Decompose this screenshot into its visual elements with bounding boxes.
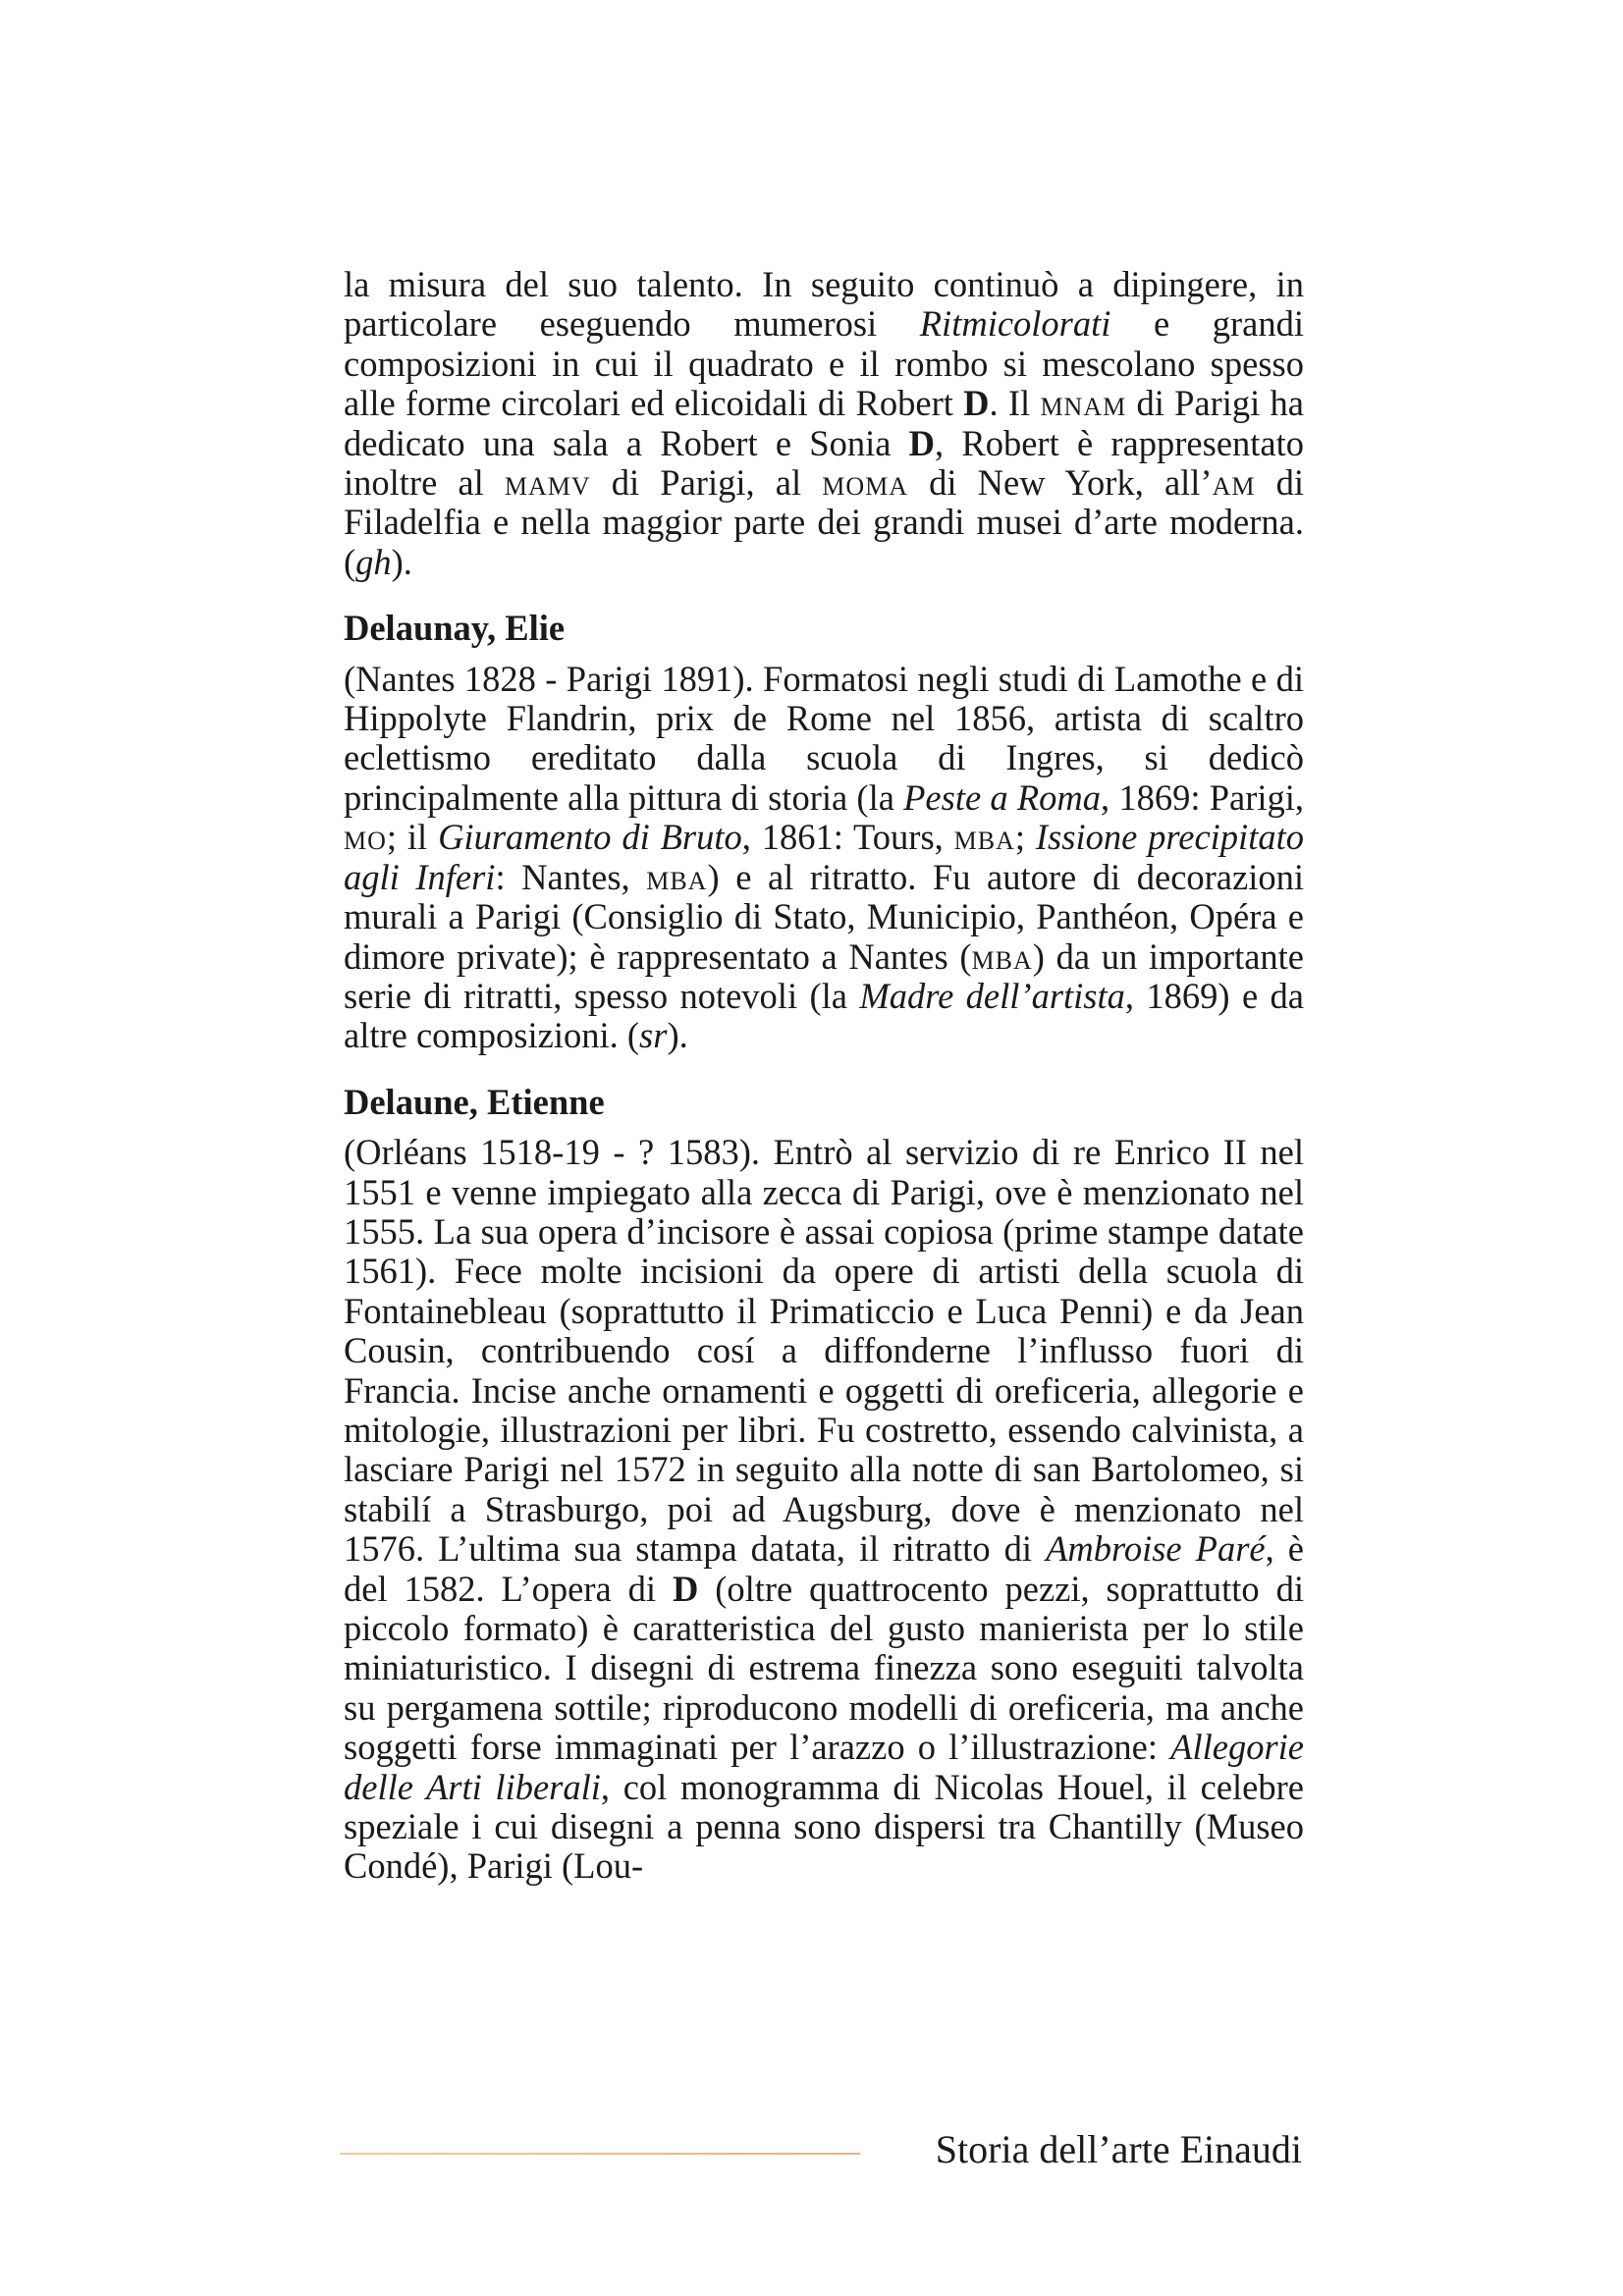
- entry-text-delaune-etienne: (Orléans 1518-19 - ? 1583). Entrò al servizio di re Enrico II nel 1551 e venne impiegato alla zecca di Parigi, ove è menzionato nel 1555. La sua opera d’incisore è assai copiosa (prime stampe datate 1561). Fece molte incisioni da opere di artisti della scuola di Fontainebleau (soprattutto il Primaticcio e Luca Penni) e da Jean Cousin, contribuendo cosí a diffonderne l’influsso fuori di Francia. Incise anche ornamenti e oggetti di oreficeria, allegorie e mitologie, illustrazioni per libri. Fu costretto, essendo calvinista, a lasciare Parigi nel 1572 in seguito alla notte di san Bartolomeo, si stabilí a Strasburgo, poi ad Augsburg, dove è menzionato nel 1576. L’ultima sua stampa datata, il ritratto di Ambroise Paré, è del 1582. L’opera di D (oltre quattrocento pezzi, soprattutto di piccolo formato) è caratteristica del gusto manierista per lo stile miniaturistico. I disegni di estrema finezza sono eseguiti talvolta su pergamena sottile; riproducono modelli di oreficeria, ma anche soggetti forse immaginati per l’arazzo o l’illustrazione: Allegorie delle Arti liberali, col monogramma di Nicolas Houel, il celebre speziale i cui disegni a penna sono dispersi tra Chantilly (Museo Condé), Parigi (Lou-: [344, 1132, 1304, 1887]
- page-body: [344, 265, 1304, 1887]
- entry-text-delaunay-elie: (Nantes 1828 - Parigi 1891). Formatosi negli studi di Lamothe e di Hippolyte Flandrin, prix de Rome nel 1856, artista di scaltro eclettismo ereditato dalla scuola di Ingres, si dedicò principalmente alla pittura di storia (la Peste a Roma, 1869: Parigi, mo; il Giuramento di Bruto, 1861: Tours, mba; Issione precipitato agli Inferi: Nantes, mba) e al ritratto. Fu autore di decorazioni murali a Parigi (Consiglio di Stato, Municipio, Panthéon, Opéra e dimore private); è rappresentato a Nantes (mba) da un importante serie di ritratti, spesso notevoli (la Madre dell’artista, 1869) e da altre composizioni. (sr).: [344, 658, 1305, 1056]
- entry-heading-delaune-etienne: Delaune, Etienne: [344, 1081, 605, 1122]
- page-footer: [340, 2120, 1302, 2179]
- continuation-paragraph: la misura del suo talento. In seguito continuò a dipingere, in particolare eseguendo mumerosi Ritmicolorati e grandi composizioni in cui il quadrato e il rombo si mescolano spesso alle forme circolari ed elicoidali di Robert D. Il mnam di Parigi ha dedicato una sala a Robert e Sonia D, Robert è rappresentato inoltre al mamv di Parigi, al moma di New York, all’am di Filadelfia e nella maggior parte dei grandi musei d’arte moderna. (gh).: [344, 264, 1305, 582]
- entry-heading-delaunay-elie: Delaunay, Elie: [344, 608, 566, 649]
- footer-title: Storia dell’arte Einaudi: [935, 2127, 1302, 2171]
- footer-divider: [340, 2153, 860, 2155]
